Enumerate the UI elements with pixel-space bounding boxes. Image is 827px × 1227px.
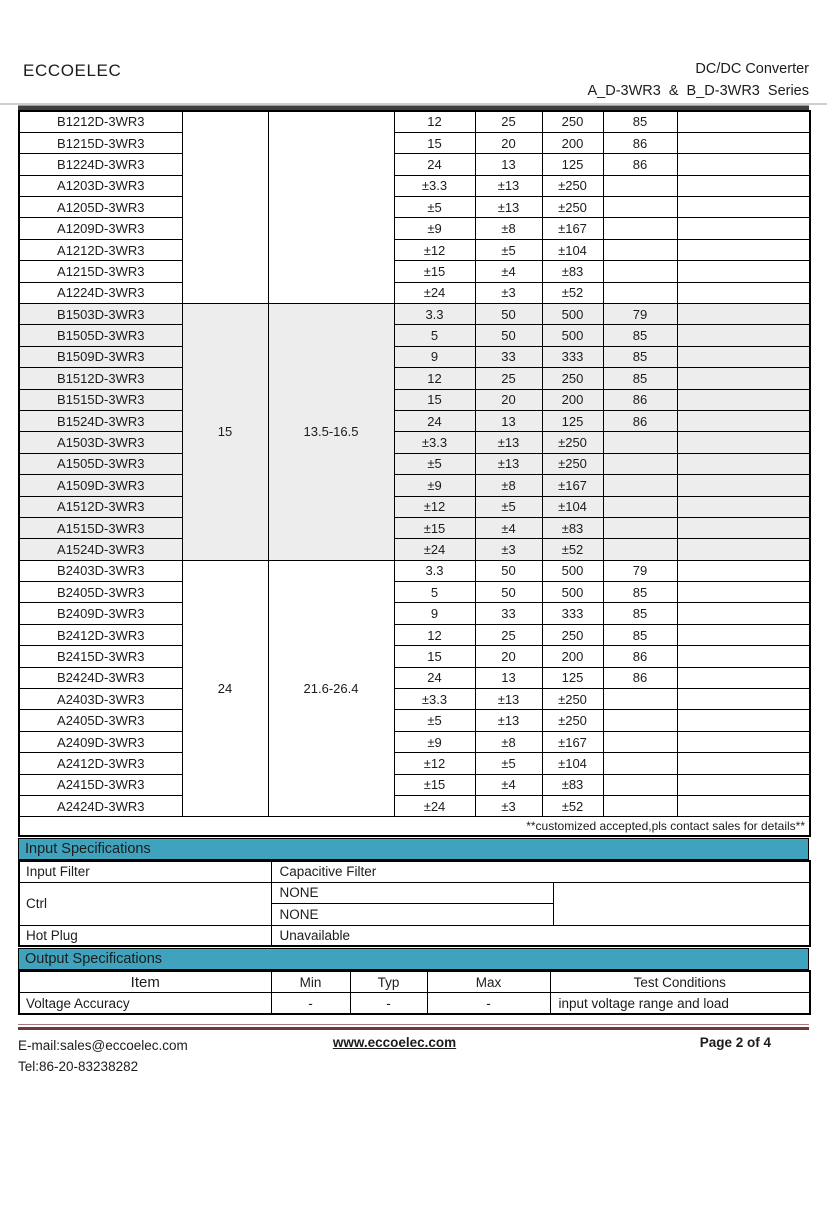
spec-value: Unavailable [271,925,810,946]
footer-rule-dark [18,1027,809,1030]
model-number-cell: A2409D-3WR3 [19,731,182,752]
output-voltage-cell: 5 [394,582,475,603]
output-voltage-cell: 12 [394,624,475,645]
output-voltage-cell: ±24 [394,539,475,560]
current-min-cell: 25 [475,111,542,132]
efficiency-cell: 85 [603,368,677,389]
output-voltage-cell: 3.3 [394,304,475,325]
current-max-cell: ±83 [542,517,603,538]
current-max-cell: ±83 [542,261,603,282]
model-number-cell: B1515D-3WR3 [19,389,182,410]
column-header-test-conditions: Test Conditions [550,971,810,992]
current-max-cell: ±250 [542,710,603,731]
current-min-cell: ±13 [475,710,542,731]
model-row [19,304,810,325]
model-row [19,603,810,624]
current-min-cell: 13 [475,410,542,431]
model-number-cell: A1505D-3WR3 [19,453,182,474]
spec-label: Ctrl [19,882,271,925]
model-row [19,710,810,731]
output-specifications-table [18,970,811,1015]
current-max-cell: 250 [542,368,603,389]
current-max-cell: ±250 [542,689,603,710]
datasheet-page [0,58,827,1077]
output-voltage-cell: 15 [394,132,475,153]
blank-cell [677,175,810,196]
output-voltage-cell: ±9 [394,731,475,752]
output-voltage-cell: ±24 [394,796,475,817]
current-max-cell: ±52 [542,539,603,560]
efficiency-cell [603,517,677,538]
model-number-cell: A2415D-3WR3 [19,774,182,795]
column-header-min: Min [271,971,350,992]
input-voltage-cell [182,111,268,304]
efficiency-cell [603,261,677,282]
blank-cell [677,753,810,774]
efficiency-cell [603,731,677,752]
blank-cell [677,582,810,603]
note-row [19,817,810,836]
model-number-cell: B2424D-3WR3 [19,667,182,688]
column-header-typ: Typ [350,971,427,992]
model-row [19,239,810,260]
model-row [19,774,810,795]
max-value: - [427,993,550,1014]
current-min-cell: ±3 [475,796,542,817]
model-row [19,689,810,710]
model-row [19,624,810,645]
column-header-item: Item [19,971,271,992]
current-min-cell: 20 [475,389,542,410]
model-row [19,282,810,303]
model-number-cell: B1524D-3WR3 [19,410,182,431]
model-number-cell: A2424D-3WR3 [19,796,182,817]
current-min-cell: 33 [475,346,542,367]
model-row [19,560,810,581]
model-number-cell: A1503D-3WR3 [19,432,182,453]
efficiency-cell: 86 [603,154,677,175]
efficiency-cell: 85 [603,325,677,346]
spec-label: Input Filter [19,861,271,882]
blank-cell [677,261,810,282]
output-voltage-cell: 3.3 [394,560,475,581]
efficiency-cell: 85 [603,603,677,624]
current-min-cell: 50 [475,560,542,581]
model-number-cell: A1209D-3WR3 [19,218,182,239]
spec-value: NONE [271,904,553,925]
footer-rule [18,1024,809,1030]
blank-cell [677,325,810,346]
test-conditions-value: input voltage range and load [550,993,810,1014]
current-min-cell: ±8 [475,475,542,496]
blank-cell [677,432,810,453]
current-max-cell: ±167 [542,731,603,752]
model-row [19,517,810,538]
column-header-max: Max [427,971,550,992]
current-min-cell: ±13 [475,197,542,218]
model-number-cell: B1512D-3WR3 [19,368,182,389]
output-voltage-cell: 24 [394,667,475,688]
model-row [19,496,810,517]
output-voltage-cell: 15 [394,389,475,410]
output-specifications-title: Output Specifications [25,951,163,968]
model-number-cell: A1509D-3WR3 [19,475,182,496]
model-number-cell: A1212D-3WR3 [19,239,182,260]
current-min-cell: ±13 [475,175,542,196]
current-min-cell: 25 [475,368,542,389]
model-row [19,389,810,410]
model-number-cell: B1224D-3WR3 [19,154,182,175]
model-row [19,111,810,132]
model-row [19,261,810,282]
blank-cell [677,796,810,817]
blank-cell [677,603,810,624]
model-number-cell: A1224D-3WR3 [19,282,182,303]
blank-cell [677,667,810,688]
current-min-cell: 13 [475,667,542,688]
output-voltage-cell: ±3.3 [394,175,475,196]
model-number-cell: A2403D-3WR3 [19,689,182,710]
model-number-cell: A1205D-3WR3 [19,197,182,218]
voltage-range-cell [268,111,394,304]
current-max-cell: 125 [542,410,603,431]
model-row [19,197,810,218]
blank-cell [677,282,810,303]
current-max-cell: 125 [542,667,603,688]
spec-row-hot-plug [19,925,810,946]
blank-cell [677,239,810,260]
blank-cell [677,517,810,538]
model-number-cell: A1215D-3WR3 [19,261,182,282]
blank-cell [677,368,810,389]
model-number-cell: A1524D-3WR3 [19,539,182,560]
current-min-cell: 25 [475,624,542,645]
blank-cell [677,646,810,667]
current-max-cell: ±250 [542,197,603,218]
blank-cell [677,731,810,752]
blank-cell [677,539,810,560]
model-number-cell: B1215D-3WR3 [19,132,182,153]
current-max-cell: ±250 [542,432,603,453]
model-row [19,753,810,774]
current-max-cell: 125 [542,154,603,175]
series-title: A_D-3WR3 & B_D-3WR3 Series [587,83,809,99]
efficiency-cell: 86 [603,667,677,688]
output-voltage-cell: ±12 [394,496,475,517]
model-selection-table [18,110,811,837]
efficiency-cell [603,239,677,260]
efficiency-cell [603,218,677,239]
model-number-cell: B2412D-3WR3 [19,624,182,645]
customized-note-cell: **customized accepted,pls contact sales for details** [19,817,810,836]
output-voltage-cell: ±3.3 [394,432,475,453]
output-voltage-cell: ±12 [394,239,475,260]
current-max-cell: 200 [542,389,603,410]
output-voltage-cell: 12 [394,368,475,389]
model-row [19,667,810,688]
model-number-cell: B2403D-3WR3 [19,560,182,581]
header-right [588,58,810,102]
current-min-cell: ±8 [475,731,542,752]
blank-cell [677,346,810,367]
footer-tel: Tel:86-20-83238282 [18,1059,139,1075]
efficiency-cell: 85 [603,111,677,132]
efficiency-cell: 86 [603,646,677,667]
model-number-cell: A2405D-3WR3 [19,710,182,731]
output-voltage-cell: 12 [394,111,475,132]
input-specifications-header [18,838,809,860]
current-max-cell: 200 [542,646,603,667]
model-row [19,475,810,496]
blank-cell [677,710,810,731]
spec-row-input-filter [19,861,810,882]
efficiency-cell [603,197,677,218]
model-number-cell: B2405D-3WR3 [19,582,182,603]
efficiency-cell [603,432,677,453]
current-max-cell: ±250 [542,453,603,474]
current-min-cell: 13 [475,154,542,175]
blank-cell [677,774,810,795]
model-number-cell: B2409D-3WR3 [19,603,182,624]
efficiency-cell [603,282,677,303]
efficiency-cell: 86 [603,410,677,431]
current-min-cell: ±8 [475,218,542,239]
spec-item: Voltage Accuracy [19,993,271,1014]
model-number-cell: A2412D-3WR3 [19,753,182,774]
product-title: DC/DC Converter [695,61,809,77]
current-max-cell: ±83 [542,774,603,795]
current-max-cell: 250 [542,624,603,645]
current-max-cell: ±250 [542,175,603,196]
efficiency-cell: 85 [603,346,677,367]
efficiency-cell [603,496,677,517]
current-min-cell: ±5 [475,753,542,774]
company-name: ECCOELEC [23,61,122,80]
current-min-cell: ±5 [475,239,542,260]
blank-cell [677,475,810,496]
model-row [19,796,810,817]
efficiency-cell [603,475,677,496]
current-max-cell: 500 [542,560,603,581]
output-voltage-cell: ±5 [394,710,475,731]
current-max-cell: 500 [542,325,603,346]
model-row [19,539,810,560]
input-voltage-cell: 15 [182,304,268,561]
model-row [19,731,810,752]
current-max-cell: 200 [542,132,603,153]
current-max-cell: ±167 [542,475,603,496]
blank-cell [677,218,810,239]
output-voltage-cell: ±24 [394,282,475,303]
current-max-cell: ±52 [542,282,603,303]
efficiency-cell [603,539,677,560]
blank-cell [677,453,810,474]
blank-cell [677,624,810,645]
current-max-cell: 250 [542,111,603,132]
model-row [19,368,810,389]
output-voltage-cell: ±5 [394,453,475,474]
model-number-cell: B1503D-3WR3 [19,304,182,325]
blank-cell [677,111,810,132]
current-min-cell: 33 [475,603,542,624]
model-row [19,582,810,603]
model-row [19,432,810,453]
model-row [19,410,810,431]
spec-value: NONE [271,882,553,903]
model-row [19,325,810,346]
current-min-cell: 20 [475,132,542,153]
current-min-cell: ±4 [475,774,542,795]
blank-cell [677,304,810,325]
efficiency-cell: 85 [603,582,677,603]
blank-cell [677,197,810,218]
output-voltage-cell: 24 [394,410,475,431]
voltage-range-cell: 13.5-16.5 [268,304,394,561]
current-max-cell: ±52 [542,796,603,817]
document-footer [18,1035,809,1077]
current-min-cell: ±5 [475,496,542,517]
efficiency-cell [603,796,677,817]
current-min-cell: ±3 [475,539,542,560]
typ-value: - [350,993,427,1014]
current-min-cell: 20 [475,646,542,667]
efficiency-cell [603,453,677,474]
current-min-cell: ±4 [475,517,542,538]
output-voltage-cell: 15 [394,646,475,667]
current-min-cell: 50 [475,325,542,346]
output-voltage-cell: ±15 [394,261,475,282]
efficiency-cell [603,753,677,774]
footer-website-wrap [269,1035,520,1077]
current-max-cell: ±104 [542,753,603,774]
current-max-cell: ±167 [542,218,603,239]
output-voltage-cell: 9 [394,346,475,367]
page-edge-line [0,103,827,105]
efficiency-cell [603,689,677,710]
current-max-cell: 333 [542,346,603,367]
current-min-cell: ±13 [475,453,542,474]
output-voltage-cell: ±9 [394,218,475,239]
efficiency-cell: 79 [603,560,677,581]
model-number-cell: A1515D-3WR3 [19,517,182,538]
blank-cell [677,560,810,581]
efficiency-cell [603,774,677,795]
output-voltage-cell: 5 [394,325,475,346]
spec-value: Capacitive Filter [271,861,810,882]
voltage-range-cell: 21.6-26.4 [268,560,394,817]
efficiency-cell: 79 [603,304,677,325]
footer-contact [18,1035,269,1077]
output-voltage-cell: ±15 [394,517,475,538]
efficiency-cell [603,710,677,731]
blank-cell [677,410,810,431]
output-voltage-cell: ±5 [394,197,475,218]
blank-cell [677,689,810,710]
model-number-cell: B1212D-3WR3 [19,111,182,132]
output-voltage-cell: ±3.3 [394,689,475,710]
input-specifications-title: Input Specifications [25,840,151,857]
model-row [19,453,810,474]
efficiency-cell: 86 [603,389,677,410]
input-voltage-cell: 24 [182,560,268,817]
efficiency-cell: 86 [603,132,677,153]
document-header [18,58,809,102]
footer-email: E-mail:sales@eccoelec.com [18,1038,188,1054]
model-row [19,346,810,367]
blank-cell [677,389,810,410]
output-voltage-cell: 24 [394,154,475,175]
output-voltage-cell: ±15 [394,774,475,795]
model-number-cell: B1505D-3WR3 [19,325,182,346]
blank-cell [553,882,810,925]
current-min-cell: ±13 [475,432,542,453]
model-number-cell: A1512D-3WR3 [19,496,182,517]
current-max-cell: 500 [542,304,603,325]
current-min-cell: 50 [475,582,542,603]
website-link[interactable]: www.eccoelec.com [332,1035,457,1051]
model-number-cell: B2415D-3WR3 [19,646,182,667]
model-row [19,646,810,667]
model-row [19,154,810,175]
spec-row-ctrl [19,882,810,903]
efficiency-cell: 85 [603,624,677,645]
blank-cell [677,154,810,175]
min-value: - [271,993,350,1014]
current-min-cell: ±3 [475,282,542,303]
model-row [19,175,810,196]
output-voltage-cell: ±9 [394,475,475,496]
model-number-cell: B1509D-3WR3 [19,346,182,367]
efficiency-cell [603,175,677,196]
current-min-cell: ±4 [475,261,542,282]
spec-label: Hot Plug [19,925,271,946]
model-row [19,218,810,239]
output-voltage-cell: 9 [394,603,475,624]
input-specifications-table [18,860,811,948]
current-max-cell: 500 [542,582,603,603]
blank-cell [677,132,810,153]
output-voltage-cell: ±12 [394,753,475,774]
footer-page-number: Page 2 of 4 [699,1035,771,1051]
current-max-cell: 333 [542,603,603,624]
current-max-cell: ±104 [542,496,603,517]
current-max-cell: ±104 [542,239,603,260]
output-specifications-header [18,948,809,970]
blank-cell [677,496,810,517]
model-row [19,132,810,153]
current-min-cell: 50 [475,304,542,325]
output-spec-row-voltage-accuracy [19,993,810,1014]
current-min-cell: ±13 [475,689,542,710]
model-number-cell: A1203D-3WR3 [19,175,182,196]
output-spec-header-row [19,971,810,992]
